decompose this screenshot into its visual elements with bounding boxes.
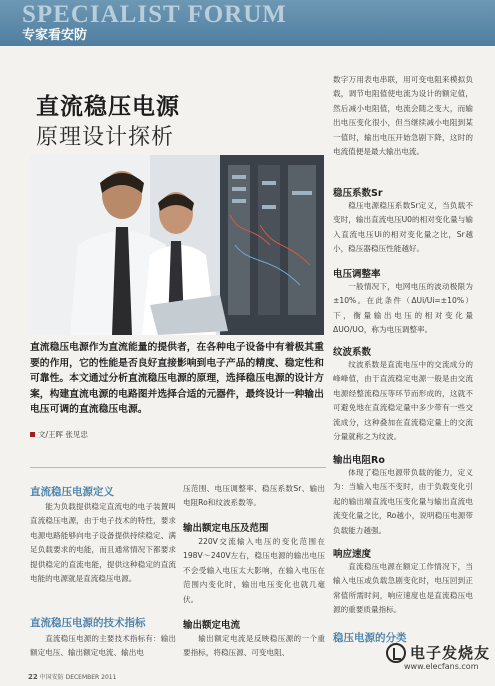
article-lead: 直流稳压电源作为直流能量的提供者，在各种电子设备中有着极其重要的作用，它的性能是否良好直接影响到电子产品的精度、稳定性和可靠性。本文通过分析直流稳压电源的原理，选择稳压电源的设计方案，构建直流电源的电路图并选择合适的元器件，最终设计一种输出电压可调的直流稳压电源。 — [30, 342, 324, 416]
section-banner — [0, 0, 495, 46]
banner-title-en: SPECIALIST FORUM — [22, 1, 287, 28]
section-body-regulation: 一般情况下，电网电压的波动极限为±10%。在此条件（ΔUi/Ui=±10%）下，衡量输出电压的相对变化量 ΔUO/UO，称为电压调整率。 — [333, 282, 473, 335]
watermark — [386, 642, 491, 671]
article-title: 直流稳压电源 — [36, 94, 180, 120]
article-photo — [30, 155, 324, 335]
section-body-response: 直流稳压电源在额定工作情况下，当输入电压或负载急剧变化时，电压回到正常值所需时间，响应速度也是直流稳压电源的重要质量指标。 — [333, 562, 473, 615]
section-title-classification: 稳压电源的分类 — [333, 632, 407, 644]
author-marker-icon — [30, 432, 35, 437]
watermark-url: www.elecfans.com — [404, 662, 479, 671]
section-title-definition: 直流稳压电源定义 — [30, 486, 114, 498]
page-number: 22 — [28, 673, 38, 681]
divider — [30, 467, 326, 468]
section-body-rated-voltage: 220V交流输入电压的变化范围在198V～240V左右，稳压电源的输出电压不会受输入电压太大影响，在输入电压在范围内变化时，输出电压变化也就几毫伏。 — [183, 537, 325, 604]
section-title-ripple: 纹波系数 — [333, 347, 372, 358]
section-title-sr: 稳压系数Sr — [333, 188, 383, 199]
section-body-ripple: 纹波系数是直流电压中的交流成分的峰峰值，由于直流稳定电源一般是由交流电源经整流稳压等环节而形成的，这就不可避免地在直流稳定量中多少带有一些交流成分，这种叠加在直流稳定量上的交流分量就称之为纹波。 — [333, 360, 473, 442]
section-title-rated-current: 输出额定电流 — [183, 620, 241, 631]
magazine-name: 中国安防 DECEMBER 2011 — [39, 674, 117, 681]
section-body-specs: 直流稳压电源的主要技术指标有：输出额定电压、输出额定电流、输出电 — [30, 634, 176, 658]
section-title-output-resistance: 输出电阻Ro — [333, 455, 385, 466]
author-name: 文/王晖 张见忠 — [38, 430, 88, 439]
banner-title-cn: 专家看安防 — [22, 28, 88, 43]
section-body-rated-current: 输出额定电流是反映稳压源的一个重要指标，将稳压源、可变电阻、 — [183, 634, 325, 658]
section-title-specs: 直流稳压电源的技术指标 — [30, 617, 146, 629]
page-footer — [28, 672, 116, 681]
section-title-regulation: 电压调整率 — [333, 269, 381, 280]
col2-continued-text: 压范围、电压调整率、稳压系数Sr、输出电阻Ro和纹波系数等。 — [183, 484, 325, 508]
section-body-output-resistance: 体现了稳压电源带负载的能力，定义为：当输入电压不变时，由于负载变化引起的输出端直流电压变化量与输出直流电流变化量之比，Ro越小，说明稳压电源带负载能力越强。 — [333, 468, 473, 535]
section-title-rated-voltage: 输出额定电压及范围 — [183, 523, 269, 534]
section-body-definition: 能为负载提供稳定直流电的电子装置叫直流稳压电源，由于电子技术的特性，要求电源电路能够向电子设备提供持续稳定、满足负载要求的电能，而且通常情况下都要求提供稳定的直流电能，提供这种稳定的直流电能的电源就是直流稳压电源。 — [30, 502, 176, 584]
watermark-name: 电子发烧友 — [410, 644, 491, 662]
author-line — [30, 429, 88, 440]
elecfans-logo-icon — [386, 643, 406, 663]
section-body-sr: 稳压电源稳压系数Sr定义，当负载不变时，输出直流电压U0的相对变化量与输入直流电压Ui的相对变化量之比，Sr越小，稳压器稳压性能越好。 — [333, 201, 473, 254]
col3-continued-text: 数字万用表电串联，用可变电阻来模拟负载，调节电阻值使电流为设计的额定值，然后减小电阻值，电流会随之变大，而输出电压变化很小，但当继续减小电阻到某一值时，输出电压开始急剧下降，这时的电流值便是最大输出电流。 — [333, 75, 473, 157]
article-subtitle: 原理设计探析 — [36, 125, 175, 150]
engineers-photo-illustration — [30, 155, 324, 335]
section-title-response: 响应速度 — [333, 549, 372, 560]
